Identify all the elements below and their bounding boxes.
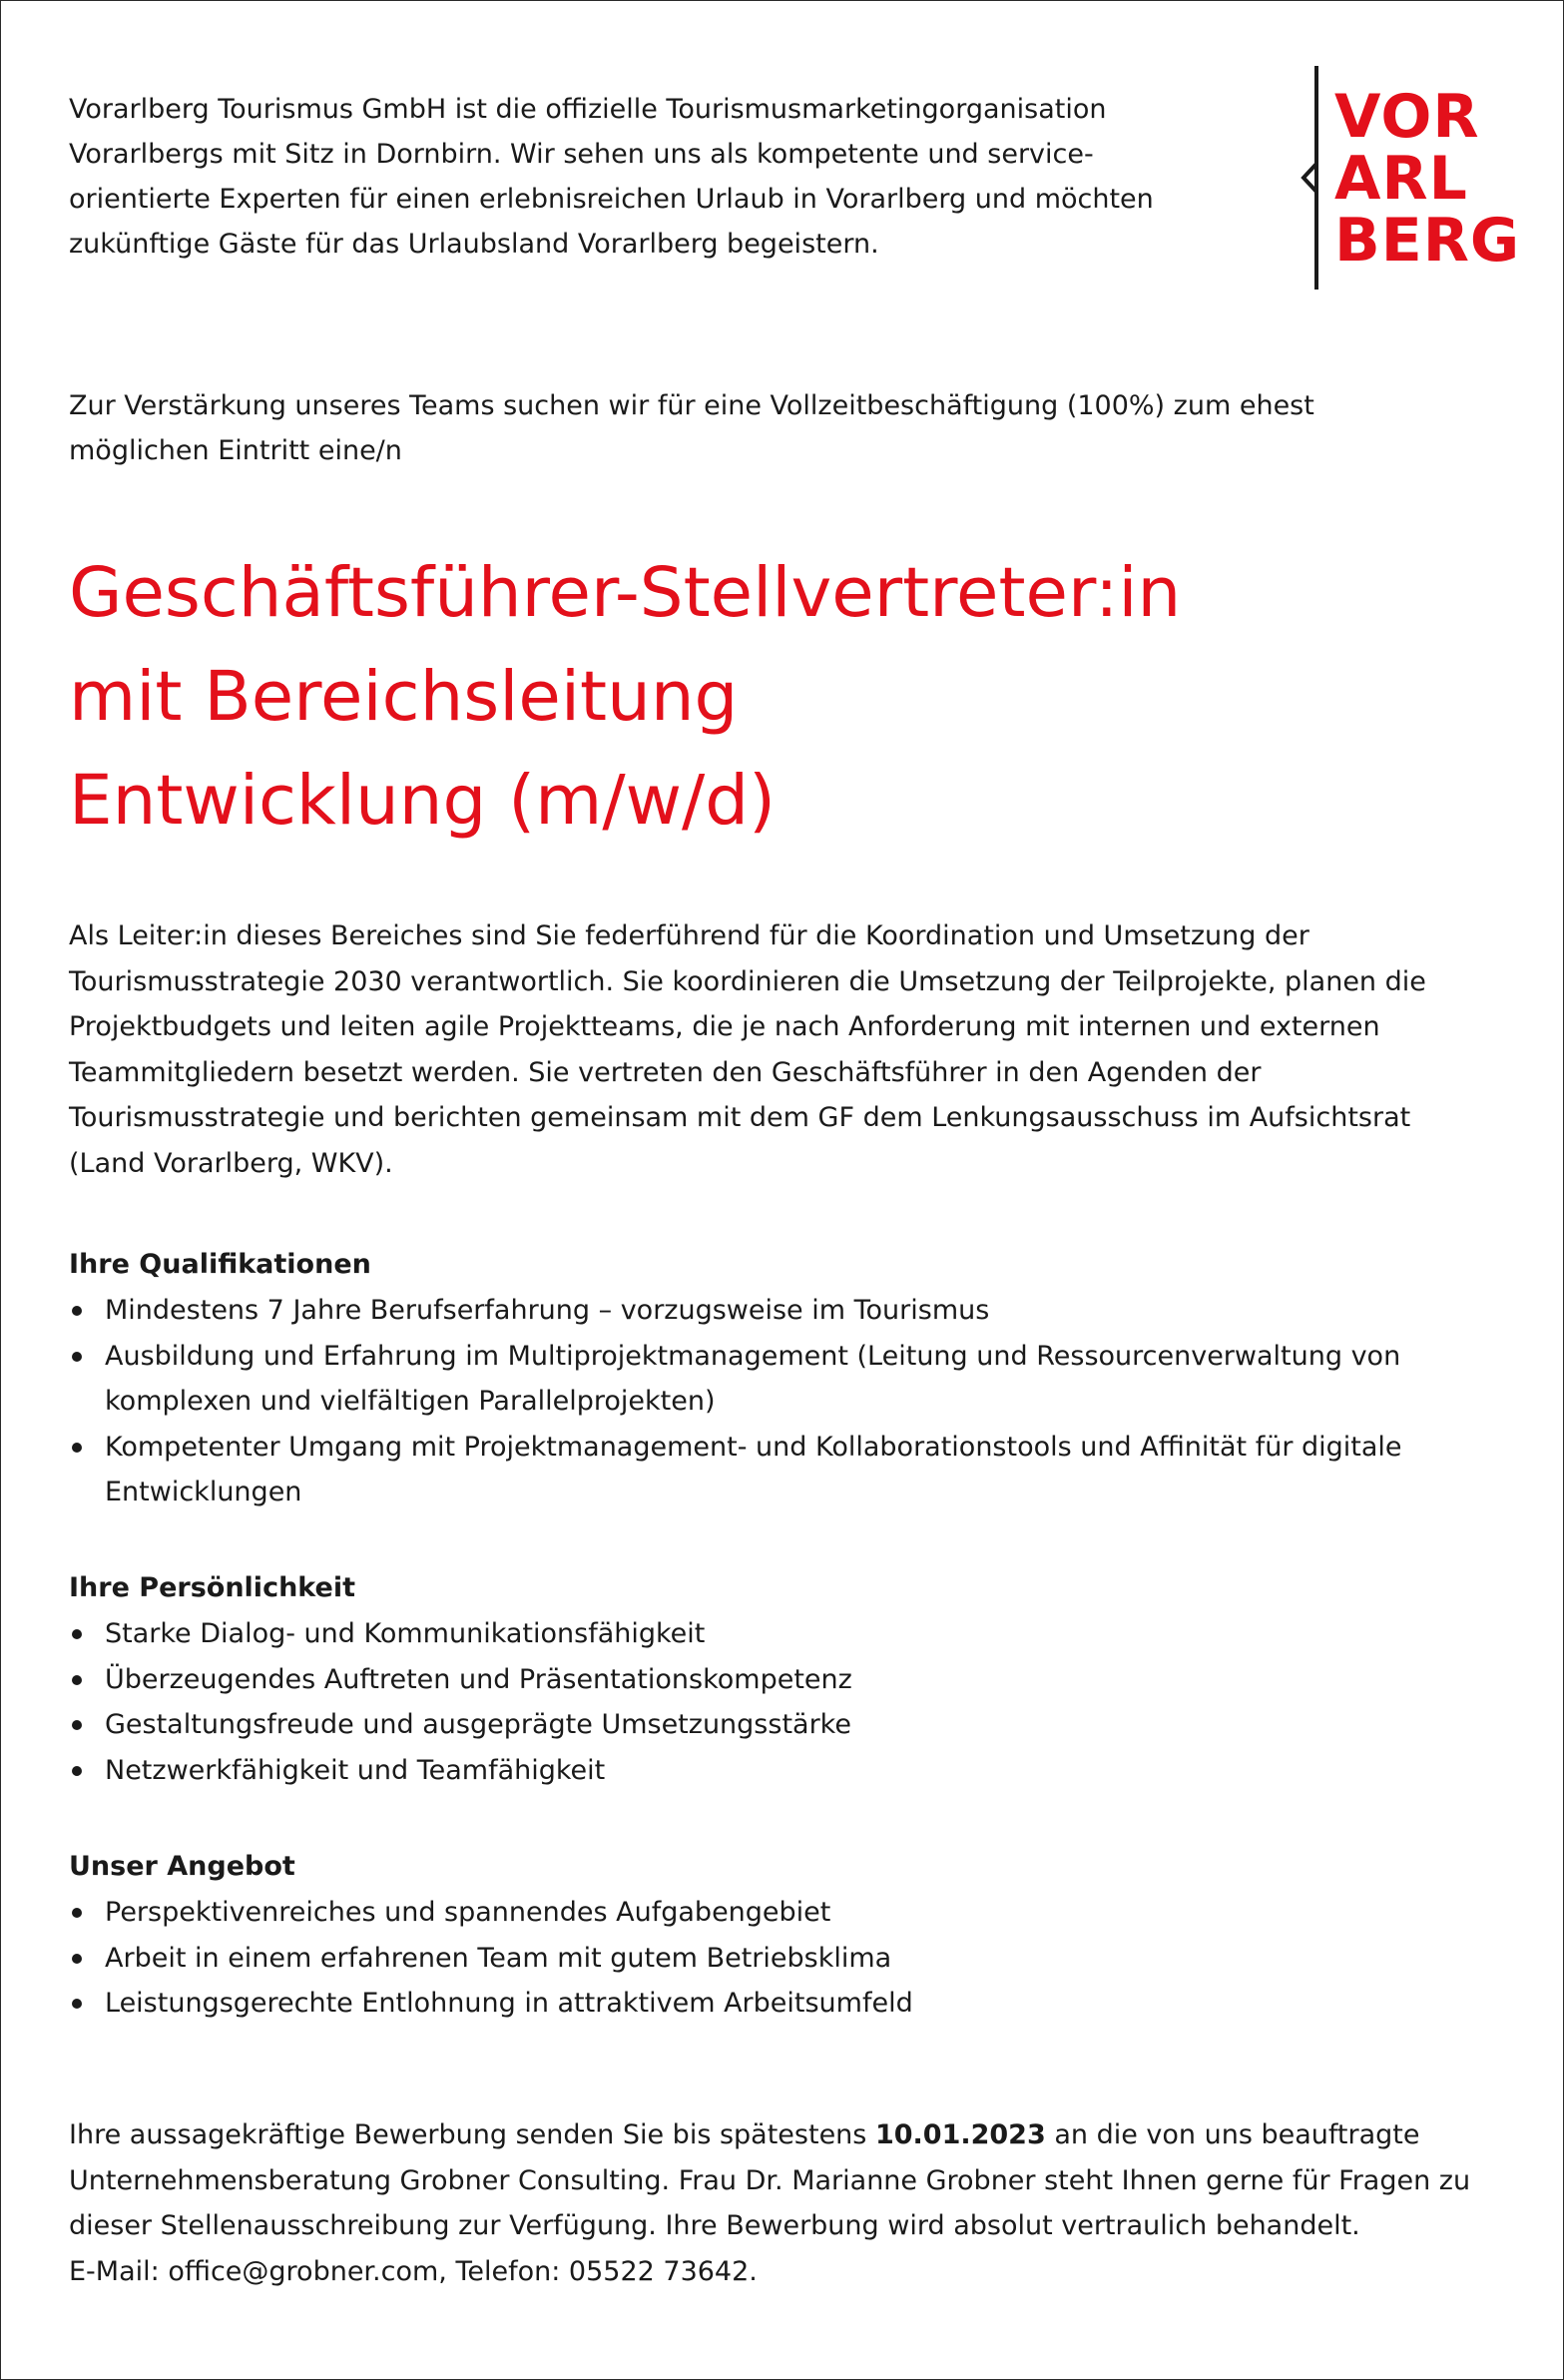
closing-before-date: Ihre aussagekräftige Bewerbung senden Sie bis spätestens [69, 2119, 875, 2150]
job-title [69, 541, 1486, 853]
deadline-date: 10.01.2023 [874, 2119, 1046, 2150]
closing-text [69, 2112, 1506, 2294]
persoenlichkeit-list [69, 1611, 1466, 1793]
list-item: Starke Dialog- und Kommunikationsfähigkeit [69, 1611, 1466, 1657]
list-item: Leistungsgerechte Entlohnung in attraktivem Arbeitsumfeld [69, 1981, 1466, 2027]
angebot-heading: Unser Angebot [69, 1851, 295, 1882]
job-title-line-3: Entwicklung (m/w/d) [69, 761, 777, 841]
logo-wordmark [1334, 82, 1521, 276]
job-description: Als Leiter:in dieses Bereiches sind Sie federführend für die Koordination und Umsetzung der Tourismusstrategie 2030 verantwortlich. Sie koordinieren die Umsetzung der Teilprojekte, planen die Projektbudgets und leiten agile Projektteams, die je nach Anforderung mit internen und externen Teammitgliedern besetzt werden. Sie vertreten den Geschäftsführer in den Agenden der Tourismusstrategie und berichten gemeinsam mit dem GF dem Lenkungsausschuss im Aufsichtsrat (Land Vorarlberg, WKV). [69, 920, 1426, 1179]
qualifikationen-heading: Ihre Qualifikationen [69, 1249, 371, 1280]
list-item: Mindestens 7 Jahre Berufserfahrung – vorzugsweise im Tourismus [69, 1288, 1466, 1334]
job-title-line-2: mit Bereichsleitung [69, 657, 739, 737]
logo-bracket-icon [1297, 64, 1336, 294]
list-item: Ausbildung und Erfahrung im Multiprojektmanagement (Leitung und Ressourcenverwaltung von komplexen und vielfältigen Parallelprojekten) [69, 1334, 1466, 1425]
contact-info: E-Mail: office@grobner.com, Telefon: 05522 73642. [69, 2255, 758, 2287]
intro-text: Vorarlberg Tourismus GmbH ist die offizielle Tourismusmarketingorganisation Vorarlbergs mit Sitz in Dornbirn. Wir sehen uns als kompetente und serviceorientierte Experten für einen erlebnisreichen Urlaub in Vorarlberg und möchten zukünftige Gäste für das Urlaubsland Vorarlberg begeistern. [69, 94, 1154, 260]
list-item: Kompetenter Umgang mit Projektmanagement- und Kollaborationstools und Affinität für digitale Entwicklungen [69, 1425, 1466, 1515]
logo-line-1: VOR [1334, 82, 1480, 152]
qualifikationen-list [69, 1288, 1466, 1515]
job-title-line-1: Geschäftsführer-Stellvertreter:in [69, 553, 1182, 633]
vorarlberg-logo [1297, 64, 1546, 294]
angebot-list [69, 1890, 1466, 2027]
logo-line-2: ARL [1334, 144, 1468, 214]
list-item: Netzwerkfähigkeit und Teamfähigkeit [69, 1748, 1466, 1794]
list-item: Gestaltungsfreude und ausgeprägte Umsetzungsstärke [69, 1702, 1466, 1748]
lead-text: Zur Verstärkung unseres Teams suchen wir für eine Vollzeitbeschäftigung (100%) zum ehest möglichen Eintritt eine/n [69, 390, 1314, 466]
list-item: Arbeit in einem erfahrenen Team mit gutem Betriebsklima [69, 1936, 1466, 1982]
closing-after-date: an die von uns beauftragte Unternehmensberatung Grobner Consulting. Frau Dr. Marianne Grobner steht Ihnen gerne für Fragen zu dieser Stellenausschreibung zur Verfügung. Ihre Bewerbung wird absolut vertraulich behandelt. [69, 2119, 1471, 2241]
persoenlichkeit-heading: Ihre Persönlichkeit [69, 1572, 355, 1603]
list-item: Überzeugendes Auftreten und Präsentationskompetenz [69, 1657, 1466, 1703]
list-item: Perspektivenreiches und spannendes Aufgabengebiet [69, 1890, 1466, 1936]
logo-line-3: BERG [1334, 206, 1521, 276]
